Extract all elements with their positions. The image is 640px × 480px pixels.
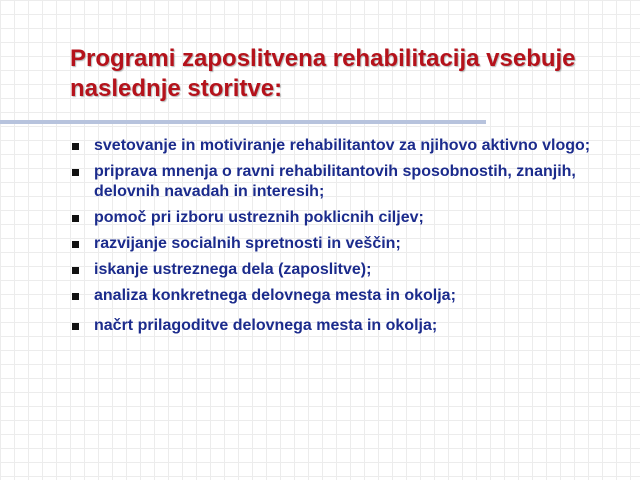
- bullet-item: [72, 286, 612, 306]
- bullet-text: iskanje ustreznega dela (zaposlitve);: [94, 261, 372, 278]
- bullet-item: [72, 260, 612, 280]
- square-bullet-icon: [72, 143, 79, 150]
- square-bullet-icon: [72, 241, 79, 248]
- bullet-text: pomoč pri izboru ustreznih poklicnih ciljev;: [94, 209, 424, 226]
- bullet-item: [72, 208, 612, 228]
- square-bullet-icon: [72, 293, 79, 300]
- bullet-item: [72, 136, 612, 156]
- square-bullet-icon: [72, 215, 79, 222]
- bullet-text: analiza konkretnega delovnega mesta in okolja;: [94, 287, 456, 304]
- bullet-text: načrt prilagoditve delovnega mesta in okolja;: [94, 317, 438, 334]
- square-bullet-icon: [72, 169, 79, 176]
- slide-title: Programi zaposlitvena rehabilitacija vsebuje naslednje storitve:: [70, 45, 576, 102]
- bullet-text: priprava mnenja o ravni rehabilitantovih sposobnostih, znanjih, delovnih navadah in interesih;: [94, 163, 576, 200]
- bullet-text: razvijanje socialnih spretnosti in veščin;: [94, 235, 401, 252]
- bullet-list: [72, 136, 612, 342]
- square-bullet-icon: [72, 267, 79, 274]
- bullet-text: svetovanje in motiviranje rehabilitantov za njihovo aktivno vlogo;: [94, 137, 591, 154]
- bullet-item: [72, 162, 612, 202]
- bullet-item: [72, 316, 612, 336]
- square-bullet-icon: [72, 323, 79, 330]
- bullet-item: [72, 234, 612, 254]
- title-divider: [0, 120, 486, 124]
